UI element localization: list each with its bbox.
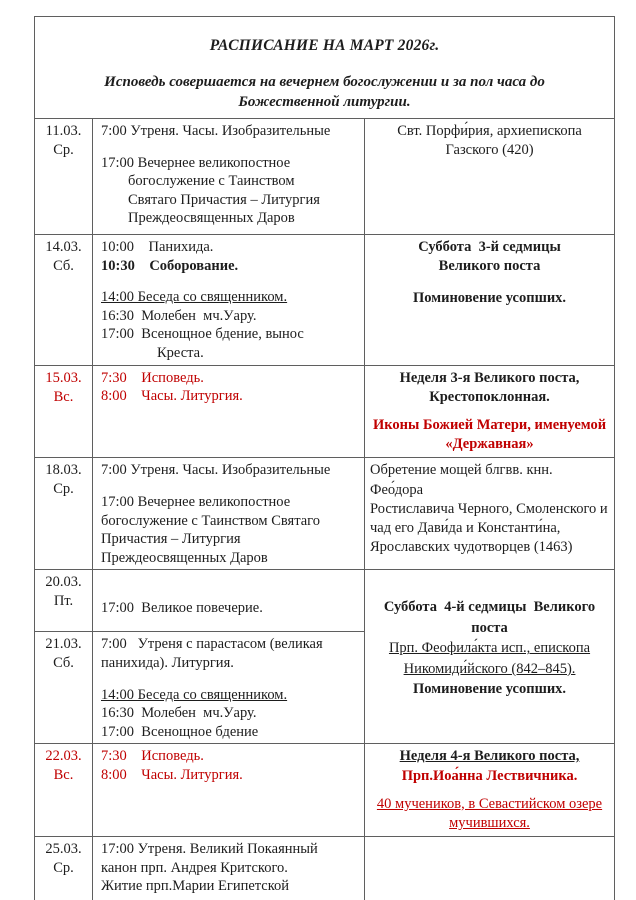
schedule-line: 7:30 Исповедь. [101,748,204,765]
spacer [101,275,360,288]
note-line: Свт. Порфи́рия, архиепископа [397,123,582,139]
schedule-cell [93,837,365,900]
schedule-line: 10:00 Панихида. [101,239,214,255]
note-line: Суббота 3-й седмицы [418,239,561,255]
spacer [101,480,360,493]
schedule-cell [93,235,365,366]
note-line: Обретение мощей блгвв. кнн. Фео́дора [370,462,557,498]
schedule-line: 17:00 Вечернее великопостное [101,154,291,171]
notes-cell [365,119,615,235]
schedule-line: богослужение с Таинством [128,173,295,190]
schedule-line: Преждеосвященных Даров [128,210,295,227]
weekday-value: Ср. [53,860,74,877]
schedule-line: 7:30 Исповедь. [101,369,204,386]
table-row [35,365,615,458]
notes-cell-merged [365,570,615,744]
date-cell [35,837,93,900]
note-line: Крестопоклонная. [429,388,550,405]
schedule-cell [93,632,365,744]
note-line: мучившихся. [449,814,530,831]
spacer [101,673,360,686]
note-line: Неделя 3-я Великого поста, [399,369,580,386]
date-cell [35,570,93,632]
weekday-value: Вс. [53,767,74,784]
date-cell [35,235,93,366]
page-title: РАСПИСАНИЕ НА МАРТ 2026г. [209,37,440,54]
schedule-line: 14:00 Беседа со священником. [101,686,288,703]
table-row [35,458,615,570]
notes-cell [365,235,615,366]
note-line: Ярославских чудотворцев (1463) [370,539,573,556]
table-row [35,119,615,235]
header-note-line: Исповедь совершается на вечернем богослужении и за пол часа до [104,74,545,90]
date-value: 18.03. [45,462,82,479]
schedule-line: 16:30 Молебен мч.Уару. [101,307,257,324]
schedule-line: 8:00 Часы. Литургия. [101,388,243,405]
schedule-table [34,16,615,900]
note-line: Неделя 4-я Великого поста, [399,748,580,765]
weekday-value: Сб. [53,655,74,672]
date-value: 25.03. [45,841,82,858]
notes-cell [365,365,615,458]
date-cell [35,632,93,744]
date-value: 21.03. [45,636,82,653]
table-row [35,744,615,837]
note-line: чад его Дави́да и Константи́на, [370,519,561,536]
schedule-line: 16:30 Молебен мч.Уару. [101,705,257,722]
schedule-cell [93,570,365,632]
schedule-cell [93,365,365,458]
schedule-line: 7:00 Утреня. Часы. Изобразительные [101,462,331,479]
note-line: «Державная» [445,436,534,453]
note-line: Никомиди́йского (842–845). [403,660,576,677]
note-line: Поминовение усопших. [412,290,567,307]
schedule-line: богослужение с Таинством Святаго [101,512,320,529]
spacer [101,573,360,586]
date-cell [35,458,93,570]
note-line: Суббота 4-й седмицы Великого [383,599,596,616]
schedule-line: 7:00 Утреня с парастасом (великая [101,636,323,653]
schedule-line: Причастия – Литургия [101,531,241,548]
header-row [35,17,615,119]
weekday-value: Сб. [53,258,74,274]
table-row [35,570,615,632]
date-cell [35,119,93,235]
schedule-cell [93,744,365,837]
date-value: 22.03. [45,748,82,765]
schedule-line: Святаго Причастия – Литургия [128,191,320,208]
schedule-line: 17:00 Вечернее великопостное [101,493,291,510]
note-line: Великого поста [438,258,541,275]
schedule-line: 14:00 Беседа со священником. [101,289,288,306]
schedule-cell [93,119,365,235]
schedule-line: 8:00 Часы. Литургия. [101,766,243,783]
note-line: Прп.Иоа́нна Лествичника. [401,767,578,784]
note-line: Газского (420) [445,142,534,159]
notes-cell [365,458,615,570]
note-line: 40 мучеников, в Севастийском озере [376,795,603,812]
header-note [41,72,608,112]
schedule-line: Житие прп.Марии Египетской [101,878,290,895]
spacer [370,407,609,416]
spacer [101,586,360,599]
date-cell [35,744,93,837]
weekday-value: Ср. [53,142,74,158]
schedule-line: Креста. [157,344,204,361]
weekday-value: Пт. [53,593,74,610]
schedule-line: 7:00 Утреня. Часы. Изобразительные [101,123,331,139]
spacer [370,786,609,795]
header-cell [35,17,615,119]
schedule-line: 10:30 Соборование. [101,257,239,274]
schedule-line: Преждеосвященных Даров [101,549,268,566]
schedule-line: 17:00 Утреня. Великий Покаянный [101,841,318,858]
weekday-value: Ср. [53,481,74,498]
note-line: Ростиславича Черного, Смоленского и [370,500,608,517]
notes-cell [365,837,615,900]
date-value: 15.03. [45,369,82,386]
schedule-line: 17:00 Великое повечерие. [101,600,263,617]
notes-cell [365,744,615,837]
schedule-line: 17:00 Всенощное бдение [101,723,259,740]
date-value: 11.03. [45,123,82,139]
date-cell [35,365,93,458]
header-note-line: Божественной литургии. [238,94,411,110]
date-value: 20.03. [45,574,82,591]
date-value: 14.03. [45,239,82,255]
note-line: поста [471,619,508,636]
note-line: Поминовение усопших. [412,681,567,698]
spacer [370,276,609,289]
spacer [101,141,360,154]
schedule-cell [93,458,365,570]
table-row [35,837,615,900]
weekday-value: Вс. [53,388,74,405]
schedule-line: канон прп. Андрея Критского. [101,859,288,876]
note-line: Иконы Божией Матери, именуемой [372,416,607,433]
note-line: Прп. Феофила́кта исп., епископа [388,640,591,657]
table-row [35,235,615,366]
schedule-line: панихида). Литургия. [101,654,234,671]
schedule-line: 17:00 Всенощное бдение, вынос [101,326,304,343]
